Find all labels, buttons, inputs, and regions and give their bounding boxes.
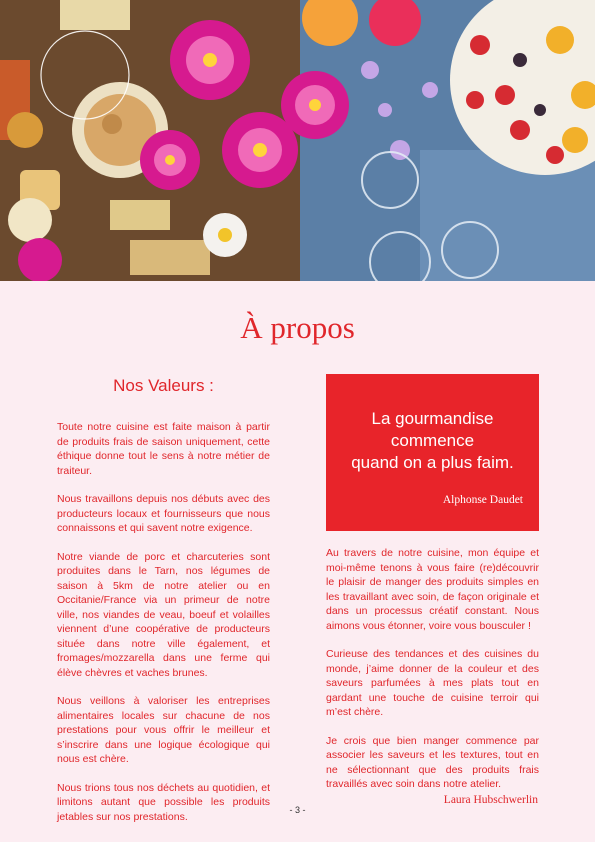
quote-text: La gourmandise commence quand on a plus faim. [351, 409, 514, 472]
quote-author: Alphonse Daudet [442, 494, 523, 506]
about-paragraph: Je crois que bien manger commence par associer les saveurs et les textures, tout en ne sélectionnant que des produits frais travaillés avec soin dans notre atelier. [326, 734, 539, 790]
about-paragraph: Curieuse des tendances et des cuisines du monde, j’aime donner de la couleur et des saveurs parfumées à mes plats tout en gardant une touche de cuisine terroir qui m’est chère. [326, 648, 539, 718]
values-paragraph: Nous trions tous nos déchets au quotidien, et limitons autant que possible les produits jetables sur nos prestations. [57, 781, 270, 823]
signature: Laura Hubschwerlin [443, 794, 538, 806]
values-paragraph: Notre viande de porc et charcuteries sont produites dans le Tarn, nos légumes de saison à 5km de notre atelier ou en Occitanie/France via un primeur de notre ville, nos viandes de veau, boeuf et volailles viennent d’une coopérative de producteurs située dans notre ville également, et fromages/mozzarella dans une ferme qui élève chèvres et vaches brunes. [57, 550, 270, 679]
page-number: - 3 - [289, 805, 306, 815]
quote-box [326, 374, 539, 531]
hero-photo [0, 0, 595, 281]
page-title: À propos [240, 310, 355, 345]
values-heading: Nos Valeurs : [113, 376, 214, 395]
values-paragraph: Nous travaillons depuis nos débuts avec des producteurs locaux et fournisseurs que nous connaissons et qui savent notre exigence. [57, 493, 270, 534]
about-column [326, 546, 539, 806]
values-paragraph: Nous veillons à valoriser les entreprises alimentaires locales sur chacune de nos prestations pour vous offrir le meilleur et s’inscrire dans une logique écologique qui nous est chère. [57, 695, 270, 765]
values-column [57, 420, 270, 838]
about-paragraph: Au travers de notre cuisine, mon équipe et moi-même tenons à vous faire (re)découvrir le plaisir de manger des produits simples en les travaillant avec soin, de façon originale et dans un processus créatif constant. Nous aimons vous étonner, voire vous bousculer ! [326, 547, 539, 632]
buffet-illustration [0, 0, 595, 281]
values-paragraph: Toute notre cuisine est faite maison à partir de produits frais de saison uniquement, cette éthique donne tout le sens à notre métier de traiteur. [57, 421, 270, 477]
